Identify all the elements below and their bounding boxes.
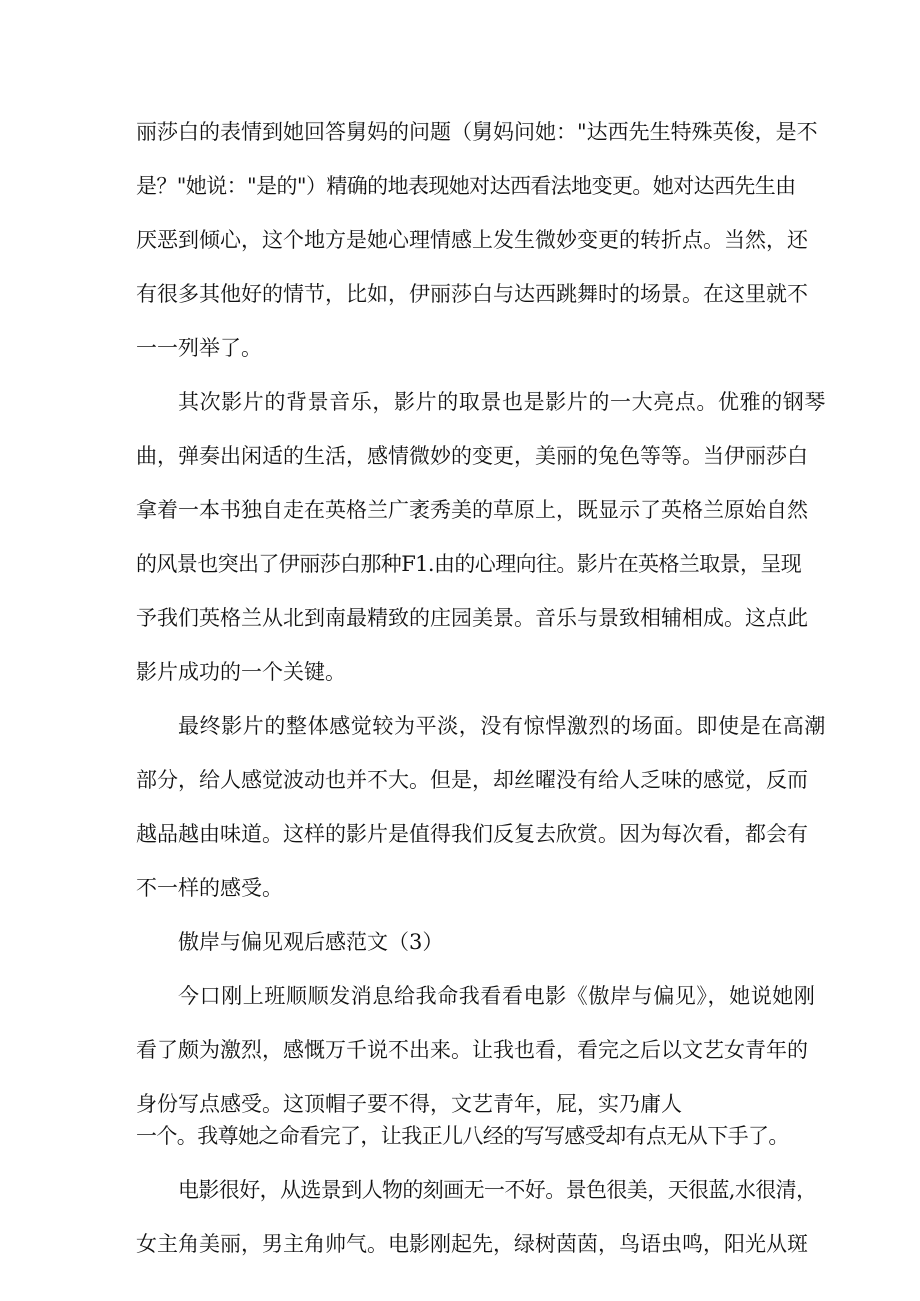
paragraph-line-12: 最终影片的整体感觉较为平淡，没有惊悍激烈的场面。即使是在高潮 [178,714,826,738]
paragraph-line-10: 予我们英格兰从北到南最精致的庄园美景。音乐与景致相辅相成。这点此 [136,606,808,630]
paragraph-line-6: 其次影片的背景音乐，影片的取景也是影片的一大亮点。优雅的钢琴 [178,390,826,414]
paragraph-line-2: 是？"她说："是的"）精确的地表现她对达西看法地变更。她对达西先生由 [136,174,796,198]
paragraph-line-21: 电影很好，从选景到人物的刻画无一不好。景色很美，天很蓝,水很清， [178,1178,817,1202]
paragraph-line-13: 部分，给人感觉波动也并不大。但是，却丝曜没有给人乏味的感觉，反而 [136,768,808,792]
paragraph-line-11: 影片成功的一个关键。 [136,660,346,684]
paragraph-line-7: 曲，弹奏出闲适的生活，感情微妙的变更，美丽的兔色等等。当伊丽莎白 [136,444,808,468]
paragraph-line-19: 身份写点感受。这顶帽子要不得，文艺青年，屁，实乃庸人 [136,1092,682,1116]
paragraph-line-5: 一一列举了。 [136,336,262,360]
paragraph-line-14: 越品越由味道。这样的影片是值得我们反复去欣赏。因为每次看，都会有 [136,822,808,846]
paragraph-line-3: 厌恶到倾心，这个地方是她心理情感上发生微妙变更的转折点。当然，还 [136,228,808,252]
paragraph-line-18: 看了颇为激烈，感慨万千说不出来。让我也看，看完之后以文艺女青年的 [136,1038,808,1062]
paragraph-line-20: 一个。我尊她之命看完了，让我正儿八经的写写感受却有点无从下手了。 [136,1124,789,1148]
paragraph-line-17: 今口刚上班顺顺发消息给我命我看看电影《傲岸与偏见》，她说她刚 [178,984,816,1008]
paragraph-line-15: 不一样的感受。 [136,876,283,900]
paragraph-line-8: 拿着一本书独自走在英格兰广袤秀美的草原上，既显示了英格兰原始自然 [136,498,808,522]
paragraph-line-1: 丽莎白的表情到她回答舅妈的问题（舅妈问她："达西先生特殊英俊，是不 [136,120,818,144]
paragraph-line-22: 女主角美丽，男主角帅气。电影刚起先，绿树茵茵，鸟语虫鸣，阳光从斑 [136,1232,808,1256]
section-heading: 傲岸与偏见观后感范文（3） [178,930,444,954]
paragraph-line-9: 的风景也突出了伊丽莎白那种F1.由的心理向往。影片在英格兰取景，呈现 [136,552,802,576]
paragraph-line-4: 有很多其他好的情节，比如，伊丽莎白与达西跳舞时的场景。在这里就不 [136,282,808,306]
